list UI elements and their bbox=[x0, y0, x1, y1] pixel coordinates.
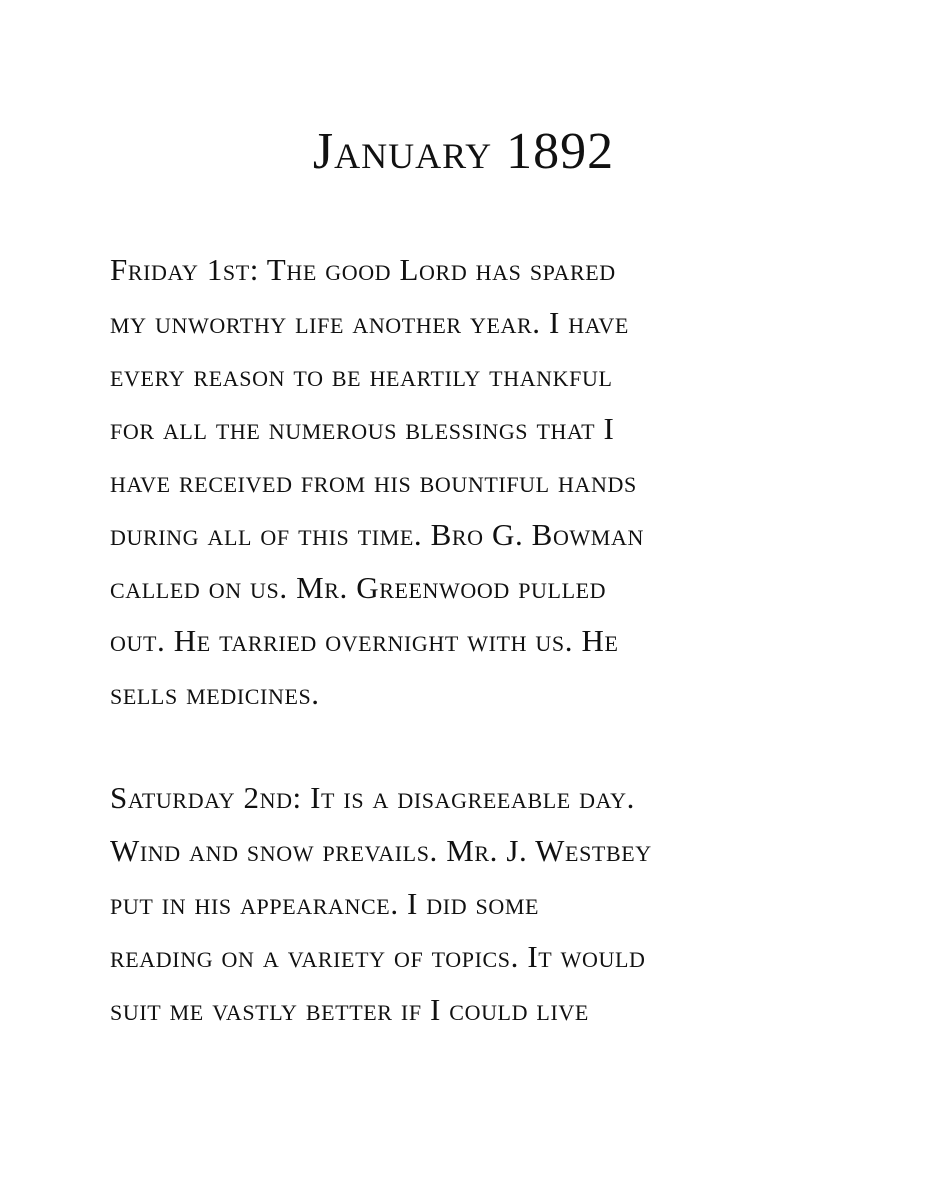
entry-line: Friday 1st: The good Lord has spared bbox=[110, 252, 616, 287]
entry-line: Saturday 2nd: It is a disagreeable day. bbox=[110, 780, 635, 815]
entry-line: out. He tarried overnight with us. He bbox=[110, 623, 619, 658]
entry-line: called on us. Mr. Greenwood pulled bbox=[110, 570, 607, 605]
entry-line: Wind and snow prevails. Mr. J. Westbey bbox=[110, 833, 652, 868]
entry-line: every reason to be heartily thankful bbox=[110, 358, 613, 393]
entry-line: suit me vastly better if I could live bbox=[110, 992, 589, 1027]
entry-line: sells medicines. bbox=[110, 676, 320, 711]
entry-line: put in his appearance. I did some bbox=[110, 886, 540, 921]
journal-entry-friday-1st bbox=[110, 243, 830, 720]
entry-line: for all the numerous blessings that I bbox=[110, 411, 615, 446]
entry-line: during all of this time. Bro G. Bowman bbox=[110, 517, 644, 552]
page-title: January 1892 bbox=[312, 123, 615, 180]
entry-line: reading on a variety of topics. It would bbox=[110, 939, 646, 974]
journal-entry-saturday-2nd bbox=[110, 771, 830, 1036]
entry-line: my unworthy life another year. I have bbox=[110, 305, 629, 340]
entry-line: have received from his bountiful hands bbox=[110, 464, 637, 499]
